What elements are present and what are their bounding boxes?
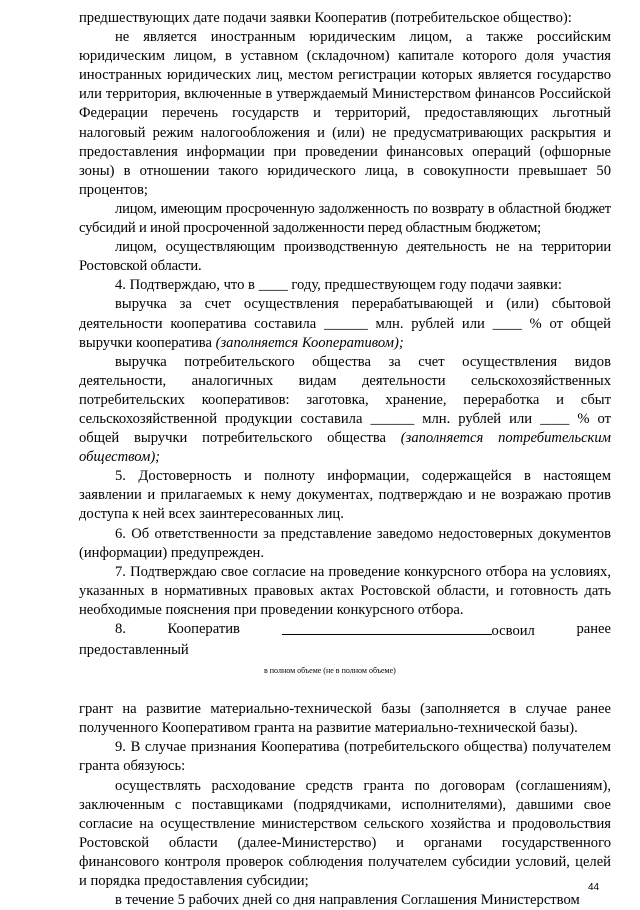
paragraph-8-line-2: предоставленный bbox=[79, 642, 189, 659]
document-body bbox=[79, 9, 611, 910]
paragraph-overdue-debt: лицом, имеющим просроченную задолженность по возврату в областной бюджет субсидий и иной просроченной задолженности перед областным бюджетом; bbox=[79, 200, 611, 237]
paragraph-8-word-earlier: ранее bbox=[576, 621, 611, 637]
cooperative-revenue-text: выручка за счет осуществления перерабатывающей и (или) сбытовой деятельности кооператива составила ______ млн. рублей или ____ % от общей выручки кооператива bbox=[79, 296, 611, 351]
paragraph-territory: лицом, осуществляющим производственную деятельность не на территории Ростовской области. bbox=[79, 239, 611, 275]
spacer bbox=[79, 686, 611, 700]
intro-line: предшествующих дате подачи заявки Кооператив (потребительское общество): bbox=[79, 10, 572, 26]
society-revenue-note: (заполняется потребительским обществом); bbox=[79, 430, 611, 466]
paragraph-4-confirmation: 4. Подтверждаю, что в ____ году, предшествующем году подачи заявки: bbox=[115, 277, 562, 294]
paragraph-5-accuracy: 5. Достоверность и полноту информации, содержащейся в настоящем заявлении и прилагаемых к нему документах, подтверждаю и не возражаю против доступа к ней всех заинтересованных лиц. bbox=[79, 468, 611, 523]
paragraph-8-word-mastered: освоил bbox=[491, 623, 535, 639]
paragraph-society-revenue bbox=[79, 353, 611, 468]
paragraph-9-obligations: 9. В случае признания Кооператива (потребительского общества) получателем гранта обязуюсь: bbox=[79, 739, 611, 775]
paragraph-not-foreign-entity: не является иностранным юридическим лицом, а также российским юридическим лицом, в уставном (складочном) капитале которого доля участия иностранных юридических лиц, местом регистрации которых является государство или территория, включенные в утверждаемый Министерством финансов Российской Федерации перечень государств и территорий, предоставляющих льготный налоговый режим налогообложения и (или) не предусматривающих раскрытия и предоставления информации при проведении финансовых операций (офшорные зоны) в отношении такого юридического лица, в совокупности превышает 50 процентов; bbox=[79, 29, 611, 198]
blank-caption: в полном объеме (не в полном объеме) bbox=[264, 666, 396, 676]
paragraph-8-line bbox=[79, 620, 611, 641]
paragraph-spending-grant: осуществлять расходование средств гранта по договорам (соглашениям), заключенным с поставщиками (подрядчиками, исполнителями), давшими свое согласие на осуществление министерством сельского хозяйства и продовольствия Ростовской области (далее-Министерство) и органами государственного финансового контроля проверок соблюдения получателем субсидии условий, целей и порядка предоставления субсидии; bbox=[79, 777, 611, 890]
paragraph-7-consent: 7. Подтверждаю свое согласие на проведение конкурсного отбора на условиях, указанных в нормативных правовых актах Ростовской области, и готовность дать необходимые пояснения при проведении конкурсного отбора. bbox=[79, 563, 611, 618]
paragraph-grant: грант на развитие материально-технической базы (заполняется в случае ранее полученного Кооперативом гранта на развитие материально-технической базы). bbox=[79, 701, 611, 737]
page-number: 44 bbox=[588, 882, 600, 893]
paragraph-cooperative-revenue bbox=[79, 295, 611, 352]
paragraph-6-responsibility: 6. Об ответственности за представление заведомо недостоверных документов (информации) предупрежден. bbox=[79, 525, 611, 561]
blank-underline bbox=[282, 620, 492, 635]
cooperative-revenue-note: (заполняется Кооперативом); bbox=[215, 334, 404, 351]
paragraph-8-number: 8. bbox=[115, 621, 126, 637]
society-revenue-text: выручка потребительского общества за счет осуществления видов деятельности, аналогичных видам деятельности сельскохозяйственных потребительских кооперативов: заготовка, хранение, переработка и сбыт сельскохозяйственной продукции составила ______ млн. рублей или ____ % от общей выручки потребительского общества bbox=[79, 353, 611, 447]
paragraph-8-word-cooperative: Кооператив bbox=[167, 621, 240, 637]
paragraph-5-days: в течение 5 рабочих дней со дня направления Соглашения Министерством bbox=[115, 892, 580, 909]
paragraph-8-fill-line bbox=[282, 620, 535, 641]
